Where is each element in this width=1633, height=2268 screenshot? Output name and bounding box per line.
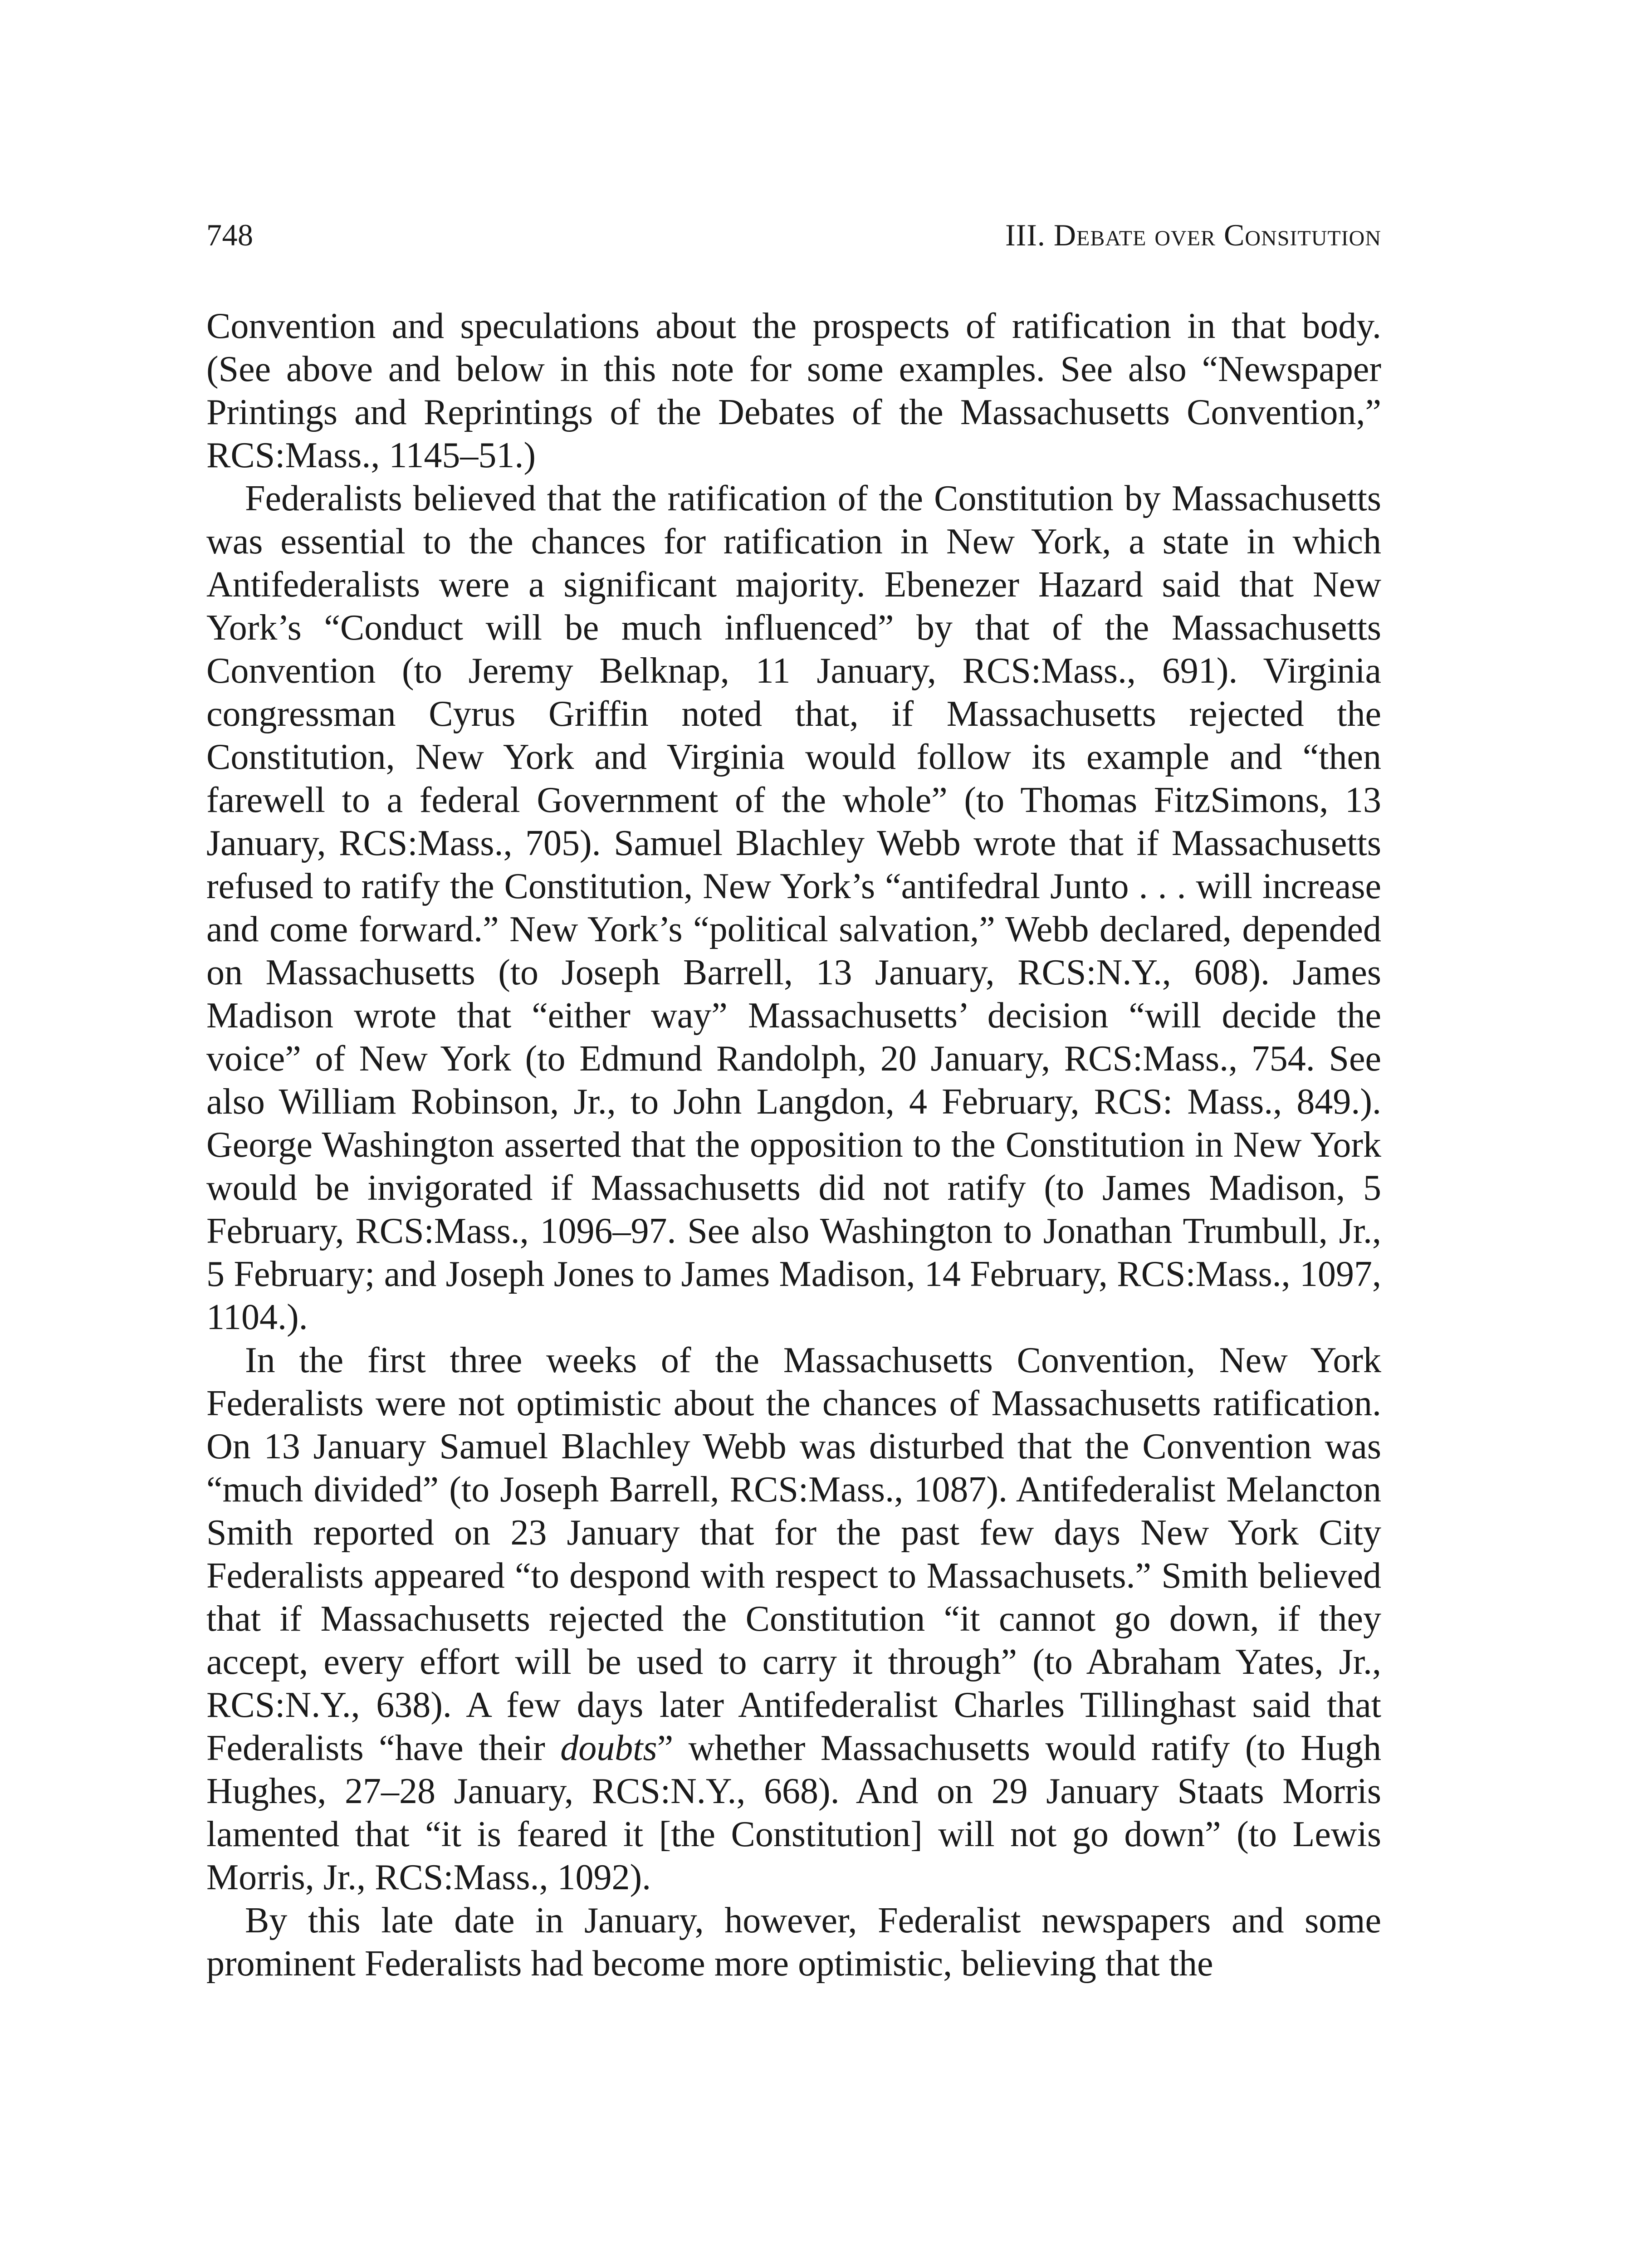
body-text	[206, 305, 1381, 1985]
page-number: 748	[206, 218, 254, 252]
book-page	[206, 0, 1381, 2268]
paragraph-federalists-believed: Federalists believed that the ratification of the Constitution by Massachusetts was essential to the chances for ratification in New York, a state in which Antifederalists were a significant majority. Ebenezer Hazard said that New York’s “Conduct will be much influenced” by that of the Massachusetts Convention (to Jeremy Belknap, 11 January, RCS:Mass., 691). Virginia congressman Cyrus Griffin noted that, if Massachusetts rejected the Constitution, New York and Virginia would follow its example and “then farewell to a federal Government of the whole” (to Thomas FitzSimons, 13 January, RCS:Mass., 705). Samuel Blachley Webb wrote that if Massachusetts refused to ratify the Constitution, New York’s “antifedral Junto . . . will increase and come forward.” New York’s “political salvation,” Webb declared, depended on Massachusetts (to Joseph Barrell, 13 January, RCS:N.Y., 608). James Madison wrote that “either way” Massachusetts’ decision “will decide the voice” of New York (to Edmund Randolph, 20 January, RCS:Mass., 754. See also William Robinson, Jr., to John Langdon, 4 February, RCS: Mass., 849.). George Washington asserted that the opposition to the Constitution in New York would be invigorated if Massachusetts did not ratify (to James Madison, 5 February, RCS:Mass., 1096–97. See also Washington to Jonathan Trumbull, Jr., 5 February; and Joseph Jones to James Madison, 14 February, RCS:Mass., 1097, 1104.).	[206, 479, 1381, 1337]
paragraph-text-part: ” whether Massachusetts would ratify (to Hugh Hughes, 27–28 January, RCS:N.Y., 668). And on 29 January Staats Morris lamented that “it is feared it [the Constitution] will not go down” (to Lewis Morris, Jr., RCS:Mass., 1092).	[206, 1728, 1381, 1897]
italic-emphasis: doubts	[560, 1728, 657, 1768]
paragraph-continuation: Convention and speculations about the prospects of ratification in that body. (See above and below in this note for some examples. See also “Newspaper Printings and Reprintings of the Debates of the Massachusetts Convention,” RCS:Mass., 1145–51.)	[206, 306, 1381, 475]
paragraph-first-three-weeks	[206, 1339, 1381, 1899]
paragraph-late-january: By this late date in January, however, Federalist newspapers and some prominent Federalists had become more optimistic, believing that the	[206, 1901, 1381, 1984]
running-title: III. Debate over Consitution	[1005, 218, 1381, 252]
paragraph-text-part: In the first three weeks of the Massachusetts Convention, New York Federalists were not optimistic about the chances of Massachusetts ratification. On 13 January Samuel Blachley Webb was disturbed that the Convention was “much divided” (to Joseph Barrell, RCS:Mass., 1087). Antifederalist Melancton Smith reported on 23 January that for the past few days New York City Federalists appeared “to despond with respect to Massachusets.” Smith believed that if Massachusetts rejected the Constitution “it cannot go down, if they accept, every effort will be used to carry it through” (to Abraham Yates, Jr., RCS:N.Y., 638). A few days later Antifederalist Charles Tillinghast said that Federalists “have their	[206, 1340, 1381, 1768]
